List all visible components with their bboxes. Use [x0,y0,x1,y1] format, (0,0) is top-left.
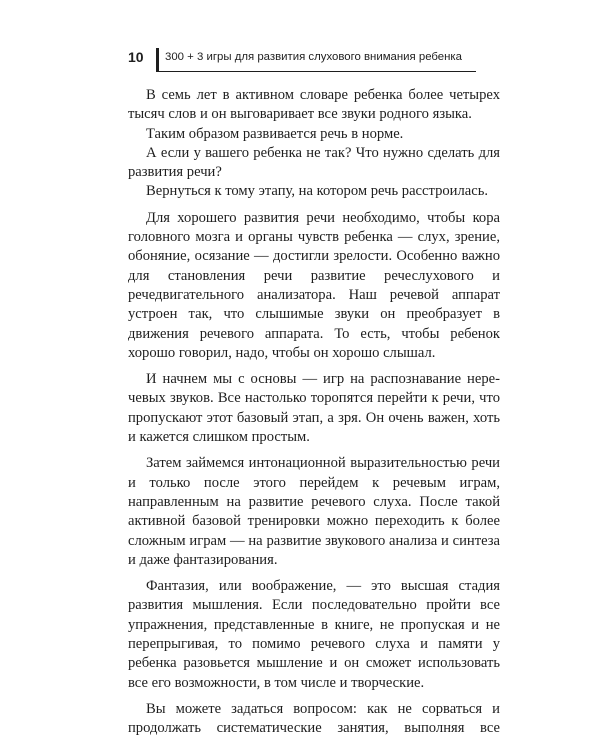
paragraph: В семь лет в активном словаре ребенка более четырех тысяч слов и он выговаривает все звуки родного языка. [128,87,500,123]
paragraph: Таким образом развивается речь в норме. [146,125,404,142]
paragraph: И начнем мы с основы — игр на распознавание неречевых звуков. Все настолько торопятся перейти к речи, что пропускают этот базовый этап, а зря. Он очень важен, хоть и кажется слишком простым. [128,371,500,446]
header-vertical-bar [156,48,159,72]
running-title: 300 + 3 игры для развития слухового внимания ребенка [165,51,462,63]
body-text [128,86,500,746]
paragraph: А если у вашего ребенка не так? Что нужно сделать для развития речи? [128,144,500,181]
paragraph: Для хорошего развития речи необходимо, чтобы кора головного мозга и органы чувств ребенка — слух, зрение, обоняние, осязание — достигли зрелости. Особенно важно для становления речи развитие речеслухового и речедвигательного анализатора. Наш речевой аппарат устроен так, что слышимые звуки он преобразует в движения речевого аппарата. То есть, чтобы ребенок хорошо говорил, надо, чтобы он хорошо слышал. [128,209,500,361]
running-header [128,48,468,72]
paragraph: Затем займемся интонационной выразительностью речи и только после этого перейдем к речевым играм, направленным на развитие речевого слуха. После такой активной базовой тренировки можно переходить к более сложным играм — на развитие звукового анализа и синтеза и даже фантазирования. [128,455,500,568]
paragraph: Вы можете задаться вопросом: как не сорваться и продолжать систематические занятия, выполняя все [128,700,500,737]
page-number: 10 [128,49,144,65]
header-rule [156,71,476,72]
paragraph: Вернуться к тому этапу, на котором речь расстроилась. [146,183,489,200]
paragraph: Фантазия, или воображение, — это высшая стадия развития мышления. Если последовательно пройти все упражнения, представленные в книге, не пропуская и не перепрыгивая, то помимо речевого слуха и памяти у ребенка разовьется мышление и он сможет использовать все его возможности, в том числе и творческие. [128,578,500,691]
